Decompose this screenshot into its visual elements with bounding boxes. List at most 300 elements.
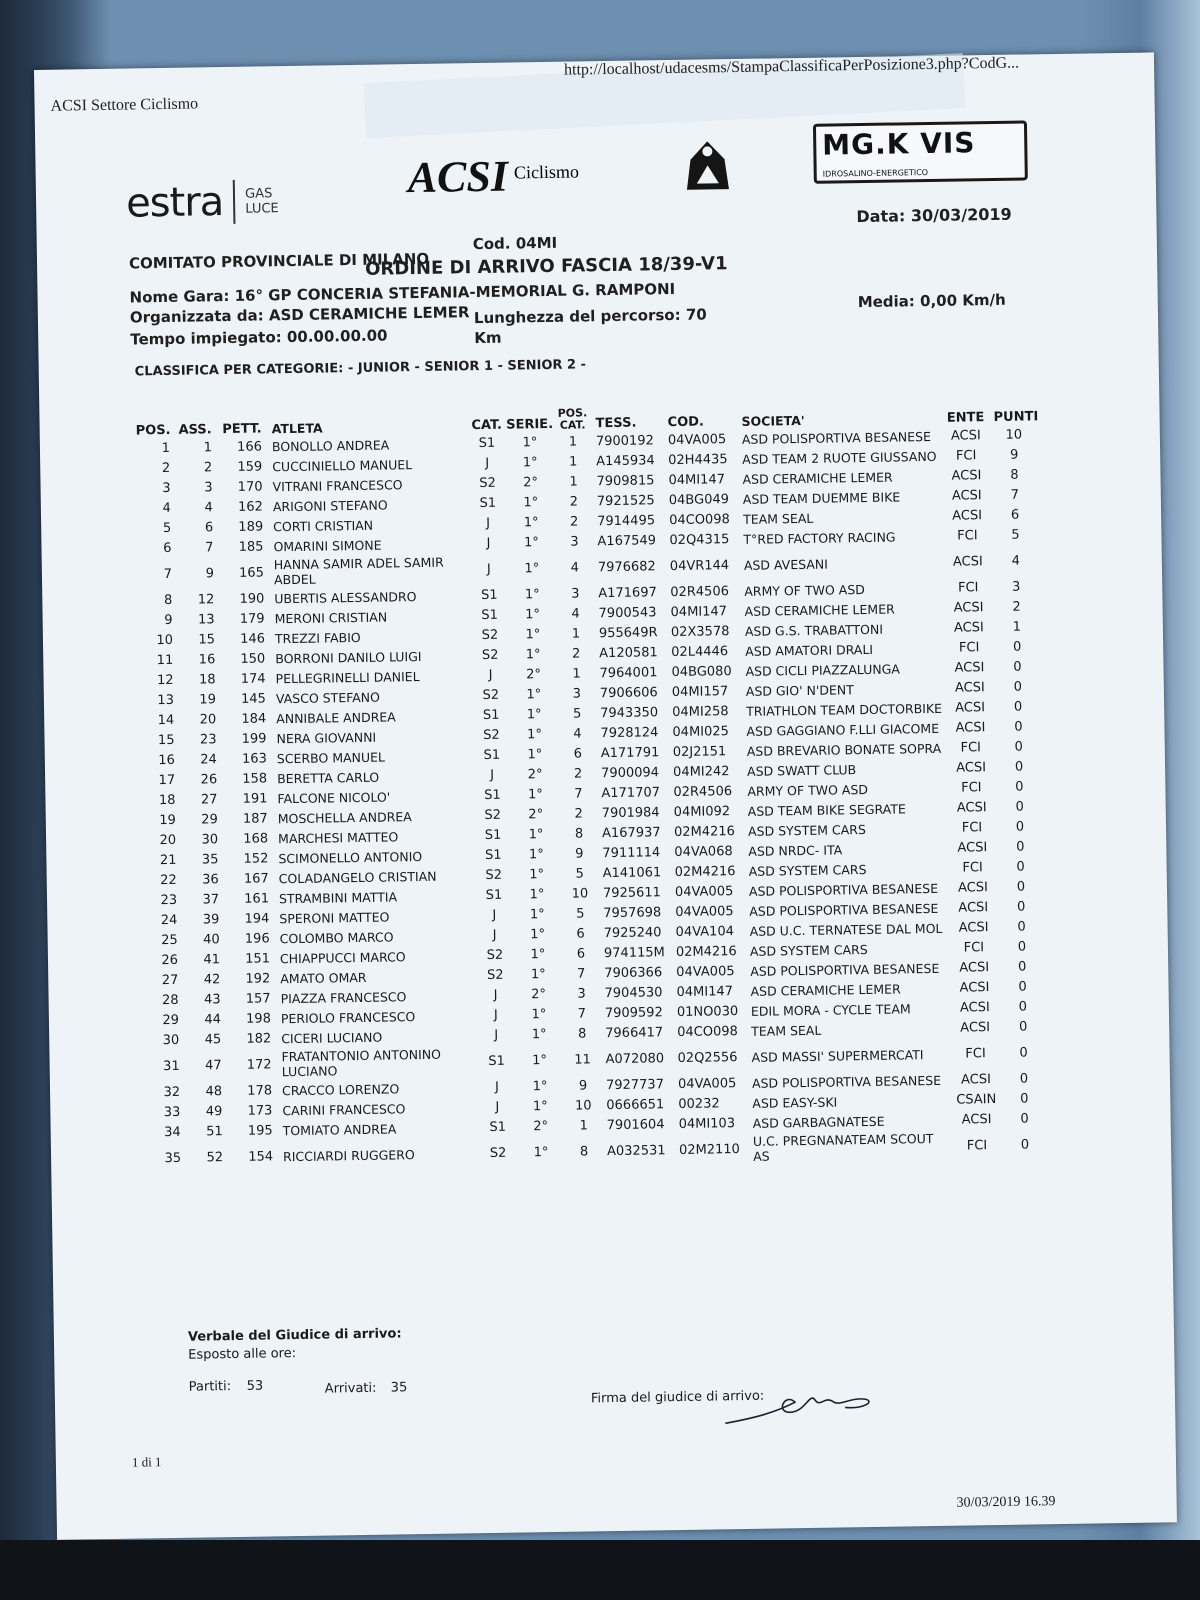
esposto: Esposto alle ore: [188, 1346, 297, 1363]
cell-cat: J [488, 667, 493, 683]
cell-tess: 7909815 [596, 472, 655, 489]
cell-cat: S1 [484, 827, 502, 843]
cell-societa: ASD GARBAGNATESE [752, 1113, 885, 1131]
cell-atleta: OMARINI SIMONE [273, 537, 382, 554]
estra-logo-separator [233, 180, 236, 224]
cell-cod: 04CO098 [677, 1023, 738, 1040]
cell-serie: 2° [528, 806, 544, 822]
cell-cod: 02X3578 [670, 623, 730, 640]
cell-ente: ACSI [956, 799, 987, 816]
cell-pos: 19 [159, 812, 176, 828]
cell-cod: 04CO098 [669, 511, 730, 528]
header-source: ACSI Settore Ciclismo [50, 95, 199, 115]
cell-poscat: 1 [568, 454, 578, 470]
cell-cat: J [490, 767, 495, 783]
cell-cat: S2 [482, 687, 500, 703]
cell-ente: FCI [961, 779, 982, 796]
col-tess: TESS. [595, 415, 637, 432]
cell-ente: FCI [962, 859, 983, 876]
cell-societa: ASD SYSTEM CARS [748, 861, 867, 879]
arrivati-label: Arrivati: [324, 1380, 377, 1397]
cell-punti: 8 [1010, 467, 1019, 483]
cell-atleta: SCIMONELLO ANTONIO [278, 848, 423, 866]
cell-pett: 184 [241, 710, 267, 727]
cell-serie: 1° [526, 686, 542, 702]
cell-poscat: 5 [575, 865, 584, 882]
cell-tess: 7901984 [601, 804, 660, 821]
cell-serie: 1° [530, 946, 546, 962]
cell-serie: 1° [522, 454, 538, 470]
cell-cat: J [492, 907, 497, 923]
cell-tess: 7966417 [605, 1024, 664, 1041]
cell-pos: 18 [158, 792, 176, 808]
cell-ente: ACSI [955, 719, 986, 736]
cell-atleta: COLADANGELO CRISTIAN [278, 868, 437, 886]
cod: Cod. 04MI [472, 233, 558, 254]
cell-pos: 3 [162, 480, 171, 496]
cell-poscat: 8 [574, 825, 584, 842]
cell-ass: 37 [202, 891, 220, 907]
cell-pos: 22 [160, 872, 177, 888]
cell-pos: 23 [160, 892, 178, 908]
cell-atleta: VITRANI FRANCESCO [272, 476, 403, 494]
cell-punti: 3 [1011, 579, 1021, 595]
cell-pett: 179 [239, 610, 265, 627]
cell-atleta: VASCO STEFANO [275, 689, 381, 706]
cell-cat: J [492, 927, 497, 943]
cell-cod: 00232 [678, 1095, 720, 1112]
cell-cod: 04MI242 [672, 763, 730, 780]
media: Media: 0,00 Km/h [857, 290, 1006, 312]
cell-atleta: AMATO OMAR [280, 969, 367, 986]
cell-ass: 30 [201, 831, 219, 847]
cell-punti: 0 [1017, 899, 1026, 915]
cell-cat: S2 [489, 1145, 507, 1161]
cell-atleta: PERIOLO FRANCESCO [280, 1008, 416, 1026]
cell-atleta: FRATANTONIO ANTONINO LUCIANO [281, 1046, 442, 1080]
cell-ass: 1 [203, 439, 213, 455]
acsi-logo-text: ACSI [407, 151, 509, 203]
cell-cod: 02M2110 [678, 1141, 740, 1158]
cell-tess: 955649R [598, 624, 658, 641]
cell-pett: 170 [237, 478, 263, 495]
cell-serie: 1° [529, 906, 545, 922]
cell-tess: A032531 [606, 1142, 666, 1159]
cell-ente: FCI [960, 739, 982, 756]
cell-cat: S2 [483, 727, 500, 743]
cell-poscat: 10 [574, 1097, 592, 1114]
cell-atleta: CRACCO LORENZO [281, 1080, 400, 1098]
col-cat: CAT. [471, 417, 502, 434]
cell-societa: EDIL MORA - CYCLE TEAM [750, 1000, 911, 1019]
col-atleta: ATLETA [271, 420, 323, 437]
mgk-vis-logo [813, 120, 1028, 183]
cell-pett: 173 [247, 1102, 273, 1119]
cell-poscat: 1 [569, 474, 578, 490]
cell-serie: 1° [523, 494, 539, 510]
cell-cod: 02L4446 [671, 643, 729, 660]
cell-serie: 1° [527, 746, 543, 762]
cell-ente: FCI [957, 579, 979, 596]
cell-serie: 1° [531, 1026, 547, 1042]
cell-atleta: ANNIBALE ANDREA [276, 708, 396, 726]
cell-ente: ACSI [955, 699, 986, 716]
cell-cat: J [494, 1027, 499, 1043]
col-cod: COD. [667, 414, 705, 431]
cell-pett: 189 [238, 518, 264, 535]
cell-ente: ACSI [952, 553, 983, 570]
cell-ass: 24 [200, 751, 217, 767]
cell-poscat: 2 [569, 514, 579, 530]
cell-cod: 04VA005 [667, 431, 727, 448]
cell-poscat: 4 [571, 605, 580, 622]
cell-cod: 04VA104 [675, 923, 735, 940]
cell-punti: 10 [1005, 427, 1023, 443]
cell-ass: 7 [205, 539, 214, 555]
cell-atleta: COLOMBO MARCO [279, 928, 394, 946]
cell-poscat: 9 [575, 845, 584, 862]
cell-serie: 1° [530, 966, 546, 982]
cell-atleta: STRAMBINI MATTIA [278, 888, 398, 906]
cell-serie: 1° [530, 926, 546, 942]
cell-societa: ASD GIO' N'DENT [745, 681, 854, 699]
cell-pos: 13 [157, 692, 175, 708]
cell-cat: J [486, 535, 491, 551]
cell-ente: ACSI [958, 899, 989, 916]
acsi-logo [407, 149, 579, 203]
cell-serie: 2° [526, 666, 542, 682]
cell-tess: 7943350 [600, 704, 659, 721]
cell-ass: 16 [198, 651, 216, 667]
cell-cod: 04BG080 [671, 663, 732, 680]
cell-tess: A072080 [605, 1050, 665, 1067]
cell-ente: ACSI [959, 979, 990, 996]
cell-poscat: 5 [572, 705, 582, 722]
cell-serie: 2° [531, 986, 547, 1002]
cell-tess: 7904530 [604, 984, 663, 1001]
cell-cod: 04MI147 [670, 603, 728, 620]
cell-punti: 0 [1013, 679, 1023, 695]
cell-ass: 27 [200, 791, 218, 807]
cell-pett: 196 [244, 930, 270, 947]
cell-tess: 7906366 [604, 964, 663, 981]
cell-pett: 190 [239, 590, 265, 607]
partiti-value: 53 [246, 1378, 264, 1394]
cell-cod: 01NO030 [676, 1003, 739, 1020]
cell-societa: ASD SYSTEM CARS [749, 941, 868, 959]
cell-pett: 199 [241, 730, 267, 747]
cell-pos: 16 [158, 752, 175, 768]
cell-atleta: TREZZI FABIO [274, 629, 361, 646]
cell-serie: 1° [528, 846, 544, 862]
cell-pos: 26 [161, 952, 179, 968]
verbale: Verbale del Giudice di arrivo: [187, 1326, 402, 1345]
cell-poscat: 2 [571, 645, 581, 662]
cell-pett: 163 [241, 750, 267, 767]
cell-societa: ASD G.S. TRABATTONI [744, 621, 884, 639]
cell-serie: 1° [523, 534, 539, 550]
cell-atleta: CORTI CRISTIAN [273, 517, 374, 534]
cell-poscat: 3 [572, 685, 582, 702]
cell-ass: 15 [198, 631, 216, 647]
cell-ass: 43 [203, 991, 221, 1007]
cell-tess: 0666651 [606, 1096, 665, 1113]
cell-pett: 178 [247, 1082, 273, 1099]
cell-punti: 4 [1011, 553, 1021, 569]
cell-pett: 161 [244, 890, 270, 907]
cell-punti: 0 [1018, 999, 1028, 1015]
cell-punti: 0 [1014, 719, 1023, 735]
cell-ass: 3 [204, 479, 213, 495]
cell-punti: 0 [1013, 699, 1023, 715]
cell-tess: 7900192 [595, 432, 654, 449]
cell-punti: 0 [1014, 739, 1024, 755]
cell-ente: ACSI [953, 619, 984, 636]
cell-societa: ASD CICLI PIAZZALUNGA [745, 660, 901, 679]
cell-cat: J [486, 561, 491, 577]
cell-societa: ASD TEAM 2 RUOTE GIUSSANO [742, 448, 937, 467]
cell-societa: ASD POLISPORTIVA BESANESE [751, 1072, 942, 1091]
cell-atleta: MARCHESI MATTEO [277, 828, 399, 846]
cell-tess: A120581 [599, 644, 658, 661]
cell-cat: S1 [488, 1053, 506, 1069]
table-body [136, 424, 1047, 1174]
cell-pos: 2 [161, 460, 171, 476]
cell-tess: 7906606 [599, 684, 658, 701]
cell-serie: 1° [525, 626, 541, 642]
cell-atleta: MOSCHELLA ANDREA [277, 808, 412, 826]
cell-punti: 0 [1020, 1137, 1030, 1153]
cell-cat: S1 [485, 887, 503, 903]
cell-tess: A171791 [600, 744, 660, 761]
cell-atleta: BERETTA CARLO [277, 769, 380, 786]
cell-ente: ACSI [959, 959, 990, 976]
cell-tess: 7928124 [600, 724, 659, 741]
cell-pos: 17 [158, 772, 176, 788]
cell-ente: ACSI [953, 599, 984, 616]
cell-cod: 02Q4315 [669, 531, 730, 548]
cell-poscat: 3 [571, 585, 580, 602]
cell-poscat: 8 [579, 1143, 589, 1160]
cell-ass: 13 [197, 611, 215, 627]
cell-tess: A167549 [597, 532, 657, 549]
cell-poscat: 4 [573, 725, 582, 742]
cell-tess: 7964001 [599, 664, 658, 681]
cell-cod: 04VR144 [669, 557, 730, 574]
cell-pett: 198 [245, 1010, 272, 1027]
cell-pos: 29 [162, 1012, 180, 1028]
mgk-logo-subtext: IDROSALINO-ENERGETICO [822, 167, 929, 179]
cell-punti: 2 [1012, 599, 1021, 615]
cell-pett: 159 [237, 458, 263, 475]
cell-tess: A167937 [601, 824, 661, 841]
cell-societa: T°RED FACTORY RACING [743, 529, 896, 547]
cell-tess: 7957698 [603, 904, 662, 921]
cell-atleta: CUCCINIELLO MANUEL [272, 456, 413, 474]
cell-ass: 41 [203, 951, 221, 967]
cell-poscat: 8 [577, 1025, 587, 1042]
cell-ass: 51 [206, 1123, 223, 1139]
cell-societa: ASD NRDC- ITA [748, 841, 843, 859]
cell-cat: S1 [478, 435, 496, 451]
cell-serie: 2° [533, 1118, 549, 1134]
cell-pett: 187 [242, 810, 268, 827]
cell-poscat: 1 [579, 1117, 588, 1134]
cell-cat: S1 [484, 787, 501, 803]
cell-atleta: SCERBO MANUEL [276, 749, 386, 766]
cell-ass: 18 [198, 671, 216, 687]
cell-punti: 6 [1010, 507, 1020, 523]
cell-ente: ACSI [956, 759, 987, 776]
cell-pos: 14 [157, 712, 175, 728]
cell-tess: A171697 [598, 584, 657, 601]
cell-poscat: 7 [577, 965, 586, 982]
cell-cod: 04VA005 [675, 903, 734, 920]
classifica: CLASSIFICA PER CATEGORIE: - JUNIOR - SENIOR 1 - SENIOR 2 - [134, 357, 587, 380]
cell-cat: J [486, 515, 491, 531]
cell-ente: ACSI [954, 679, 985, 696]
cell-pos: 33 [163, 1104, 181, 1120]
cell-poscat: 10 [571, 885, 589, 902]
cell-ente: ACSI [951, 487, 982, 504]
cell-punti: 7 [1010, 487, 1020, 503]
cell-serie: 1° [532, 1098, 548, 1114]
cell-societa: ARMY OF TWO ASD [747, 781, 869, 799]
cell-ente: FCI [963, 939, 985, 956]
cell-poscat: 3 [577, 985, 586, 1002]
cell-serie: 1° [524, 560, 540, 576]
cell-ente: ACSI [954, 659, 985, 676]
cell-poscat: 2 [574, 805, 584, 822]
cell-tess: 974115M [603, 944, 665, 961]
cell-pett: 150 [240, 650, 266, 667]
cell-pos: 25 [161, 932, 178, 948]
cell-pett: 158 [242, 770, 268, 787]
cell-pos: 1 [161, 440, 171, 456]
cell-tess: A171707 [601, 784, 661, 801]
cell-ass: 42 [203, 971, 221, 987]
cell-punti: 0 [1014, 759, 1024, 775]
col-societa: SOCIETA' [741, 412, 805, 429]
cell-cat: J [485, 455, 490, 471]
cell-ente: ACSI [960, 1019, 991, 1036]
cell-cat: S2 [484, 807, 502, 823]
cell-pett: 154 [248, 1148, 274, 1165]
cell-punti: 0 [1017, 959, 1027, 975]
cell-ente: FCI [955, 447, 977, 464]
cell-societa: ASD TEAM DUEMME BIKE [742, 488, 901, 507]
cell-cod: 02M4216 [673, 823, 736, 840]
cell-punti: 0 [1020, 1111, 1029, 1127]
arrivati-value: 35 [390, 1380, 408, 1396]
cell-ass: 40 [203, 931, 220, 947]
data: Data: 30/03/2019 [856, 204, 1012, 227]
cell-cod: 04VA005 [677, 1075, 737, 1092]
cell-serie: 1° [526, 726, 543, 742]
cell-societa: U.C. PREGNANATEAM SCOUT AS [752, 1131, 934, 1164]
cell-punti: 0 [1012, 639, 1022, 655]
cell-societa: ASD EASY-SKI [752, 1094, 838, 1111]
cell-poscat: 9 [578, 1077, 588, 1094]
cell-ente: FCI [966, 1137, 988, 1153]
cell-pos: 35 [164, 1150, 182, 1166]
cell-punti: 0 [1016, 859, 1025, 875]
cell-tess: 7976682 [597, 558, 656, 575]
cell-ass: 26 [200, 771, 218, 787]
cell-pos: 10 [156, 632, 174, 648]
cell-cod: 04MI103 [678, 1115, 736, 1132]
cell-societa: ASD CERAMICHE LEMER [744, 601, 895, 619]
dark-foreground [0, 1540, 1200, 1600]
cell-cod: 04MI147 [668, 471, 726, 488]
cell-poscat: 6 [576, 945, 586, 962]
cell-societa: ASD SWATT CLUB [746, 761, 857, 779]
cell-cod: 04MI025 [672, 723, 729, 740]
cell-pett: 162 [237, 498, 264, 515]
cell-pos: 15 [157, 732, 175, 748]
cell-ente: ACSI [961, 1111, 992, 1128]
mgk-logo-text: MG.K VIS [822, 126, 976, 162]
cell-pos: 32 [163, 1084, 181, 1100]
organizzata: Organizzata da: ASD CERAMICHE LEMER [129, 303, 470, 327]
cell-pos: 9 [164, 612, 173, 628]
col-pett: PETT. [222, 421, 262, 438]
cell-atleta: PIAZZA FRANCESCO [280, 988, 407, 1006]
cell-ente: ACSI [951, 467, 982, 484]
cell-societa: ASD MASSI' SUPERMERCATI [751, 1046, 924, 1065]
cell-societa: TRIATHLON TEAM DOCTORBIKE [746, 700, 943, 719]
cell-pett: 157 [245, 990, 271, 1007]
cell-punti: 0 [1019, 1045, 1028, 1061]
cell-poscat: 6 [573, 745, 583, 762]
cell-societa: ASD POLISPORTIVA BESANESE [741, 428, 932, 447]
cell-punti: 0 [1016, 879, 1026, 895]
cell-societa: ASD AMATORI DRALI [745, 641, 874, 659]
cell-cod: 02R4506 [670, 583, 730, 600]
cell-serie: 1° [532, 1052, 548, 1068]
cell-poscat: 2 [569, 494, 579, 510]
cell-pett: 151 [245, 950, 271, 967]
cell-atleta: UBERTIS ALESSANDRO [274, 588, 417, 606]
cell-serie: 1° [529, 886, 545, 902]
cell-cat: S1 [481, 607, 498, 623]
cell-ass: 48 [205, 1083, 223, 1099]
cell-ass: 49 [205, 1103, 223, 1119]
cell-punti: 0 [1015, 819, 1025, 835]
cell-ass: 20 [199, 711, 217, 727]
acsi-logo-subtext: Ciclismo [513, 161, 580, 183]
result-sheet [34, 52, 1177, 1539]
cell-pett: 165 [238, 564, 265, 581]
cell-serie: 1° [527, 786, 543, 802]
cell-tess: 7900094 [600, 764, 660, 781]
page-number: 1 di 1 [131, 1454, 162, 1470]
cell-cat: J [494, 1079, 500, 1095]
cell-poscat: 4 [570, 560, 580, 576]
cell-serie: 1° [528, 826, 544, 842]
lunghezza: Lunghezza del percorso: 70 [473, 305, 707, 328]
cell-cat: S1 [482, 707, 500, 723]
cell-pett: 191 [242, 790, 268, 807]
cell-tess: 7921525 [596, 492, 655, 509]
cell-ente: FCI [965, 1045, 986, 1061]
cell-pett: 185 [238, 538, 264, 555]
cell-serie: 2° [527, 766, 543, 782]
cell-cat: S1 [483, 747, 501, 763]
cell-pett: 192 [245, 970, 271, 987]
cell-cod: 04VA005 [674, 883, 734, 900]
cell-ente: ACSI [958, 919, 989, 936]
